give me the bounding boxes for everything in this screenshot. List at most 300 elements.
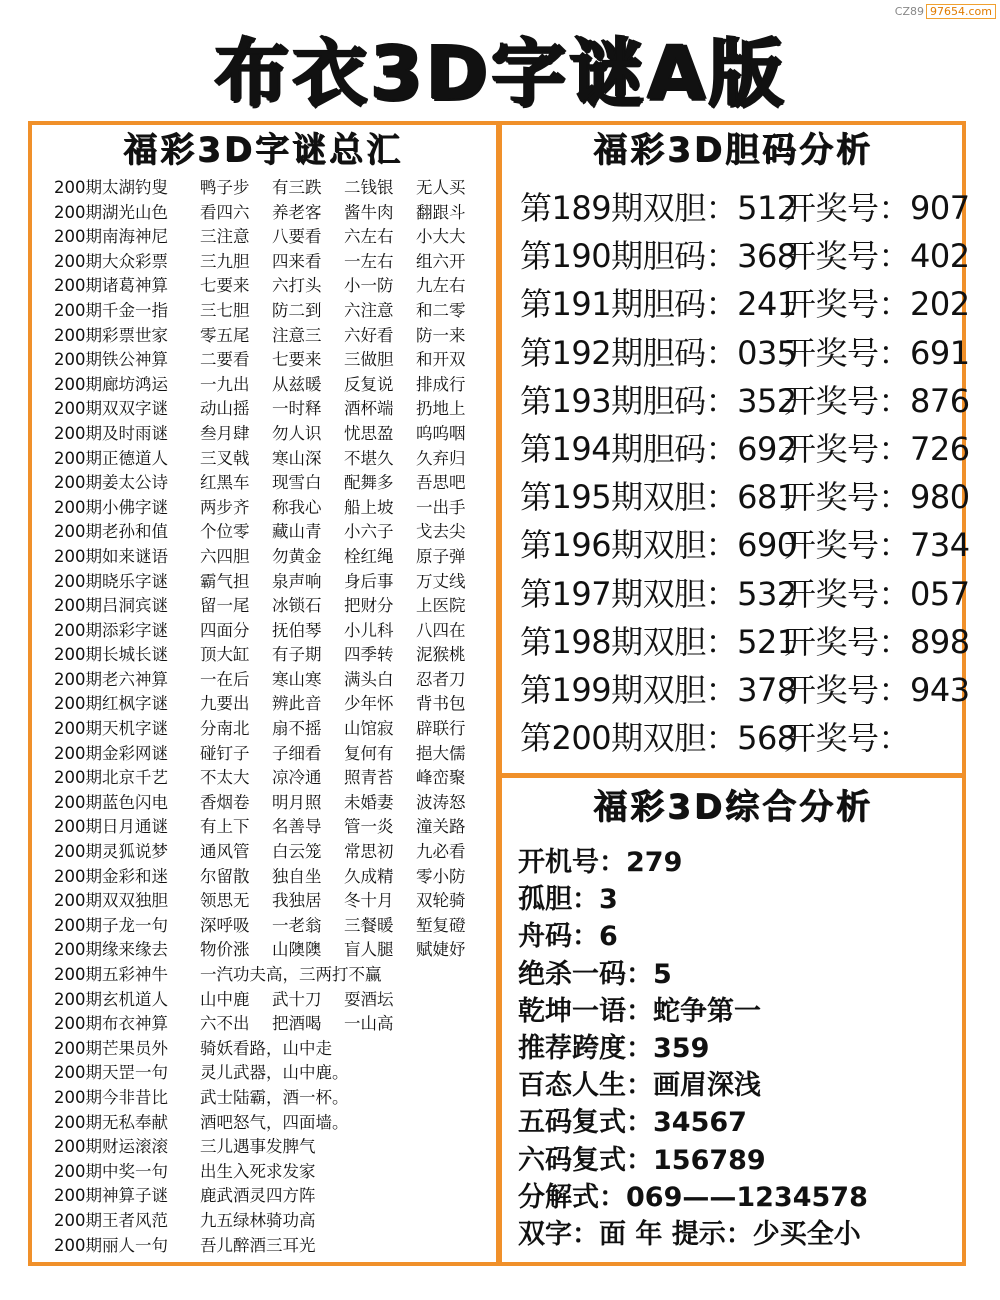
riddle-clue: 万丈线 xyxy=(416,571,466,591)
riddle-row xyxy=(54,176,490,201)
riddle-source: 200期及时雨谜 xyxy=(54,423,168,443)
analysis-row: 五码复式：34567 xyxy=(518,1107,747,1139)
draw-number: 943 xyxy=(910,670,970,709)
riddle-clue: 耍酒坛 xyxy=(344,989,394,1009)
analysis-title: 福彩3D综合分析 xyxy=(593,787,873,827)
riddle-clue: 久成精 xyxy=(344,866,394,886)
analysis-row: 开机号：279 xyxy=(518,847,683,878)
riddle-source: 200期双双字谜 xyxy=(54,399,168,419)
riddle-clue: 上医院 xyxy=(416,596,466,616)
draw-number: 691 xyxy=(910,333,970,372)
riddle-clue: 勿黄金 xyxy=(272,546,322,566)
dan-row xyxy=(520,570,970,618)
riddle-source: 200期小佛字谜 xyxy=(54,497,168,517)
riddle-row xyxy=(54,422,490,447)
riddle-clue: 留一尾 xyxy=(200,596,250,616)
riddle-source: 200期灵狐说梦 xyxy=(54,842,168,862)
dan-issue: 第193期胆码：352 xyxy=(520,381,797,420)
riddle-clue: 出生入死求发家 xyxy=(200,1161,316,1181)
riddle-clue: 冰锁石 xyxy=(272,596,322,616)
riddle-source: 200期天罡一句 xyxy=(54,1063,168,1083)
riddle-row xyxy=(54,1111,490,1136)
riddle-clue: 酒吧怒气，四面墙。 xyxy=(200,1112,349,1132)
riddle-clue: 赋婕妤 xyxy=(416,940,466,960)
riddle-clue: 照青苔 xyxy=(344,768,394,788)
riddle-clue: 一老翁 xyxy=(272,915,322,935)
draw-label: 开奖号： xyxy=(784,429,911,468)
riddle-source: 200期姜太公诗 xyxy=(54,473,168,493)
riddle-clue: 白云笼 xyxy=(272,842,322,862)
riddle-clue: 潼关路 xyxy=(416,817,466,837)
draw-number: 980 xyxy=(910,478,970,517)
dan-row xyxy=(520,232,970,280)
dan-row xyxy=(520,425,970,473)
riddle-source: 200期太湖钓叟 xyxy=(54,178,168,197)
analysis-row: 孤胆：3 xyxy=(518,884,618,916)
riddle-clue: 藏山青 xyxy=(272,522,322,542)
dan-row xyxy=(520,280,970,328)
riddle-clue: 有三跌 xyxy=(272,178,322,197)
riddle-clue: 六好看 xyxy=(344,325,394,345)
dan-row xyxy=(520,521,970,569)
riddle-clue: 个位零 xyxy=(200,522,250,542)
riddle-clue: 注意三 xyxy=(272,325,322,345)
riddle-row xyxy=(54,692,490,717)
riddle-row xyxy=(54,570,490,595)
riddle-clue: 三叉戟 xyxy=(200,448,250,468)
draw-number: 202 xyxy=(910,285,970,324)
riddle-clue: 一时释 xyxy=(272,399,322,419)
analysis-row: 百态人生：画眉深浅 xyxy=(518,1070,761,1102)
riddle-clue: 挹大儒 xyxy=(416,743,466,763)
riddle-clue: 酱牛肉 xyxy=(344,202,394,222)
riddle-clue: 栓红绳 xyxy=(344,546,394,566)
dan-issue: 第196期双胆：690 xyxy=(520,526,797,565)
riddle-row xyxy=(54,471,490,496)
riddle-row xyxy=(54,1061,490,1086)
riddle-clue: 寒山寒 xyxy=(272,669,322,689)
riddle-clue: 常思初 xyxy=(344,842,394,862)
riddle-clue: 久弃归 xyxy=(416,448,466,468)
riddle-clue: 把酒喝 xyxy=(272,1014,322,1034)
riddle-clue: 一汽功夫高，三两打不赢 xyxy=(200,965,382,984)
riddle-list xyxy=(54,176,490,1258)
analysis-row: 六码复式：156789 xyxy=(518,1144,766,1176)
draw-label: 开奖号： xyxy=(784,333,911,372)
riddle-clue: 九五绿林骑功高 xyxy=(200,1210,316,1230)
riddle-clue: 一在后 xyxy=(200,669,250,689)
riddle-clue: 四季转 xyxy=(344,645,394,665)
riddle-clue: 防一来 xyxy=(416,325,466,345)
riddle-clue: 霸气担 xyxy=(200,571,250,591)
riddle-clue: 无人买 xyxy=(416,178,466,197)
dan-row xyxy=(520,473,970,521)
riddle-clue: 子细看 xyxy=(272,743,322,763)
riddle-clue: 零五尾 xyxy=(200,325,250,345)
riddle-clue: 物价涨 xyxy=(200,940,250,960)
riddle-row xyxy=(54,1037,490,1062)
riddle-clue: 称我心 xyxy=(272,497,322,517)
riddle-clue: 山隩隩 xyxy=(272,940,322,960)
riddle-clue: 背书包 xyxy=(416,694,466,714)
riddle-clue: 三注意 xyxy=(200,227,250,247)
draw-number: 734 xyxy=(910,526,970,565)
riddle-clue: 泉声响 xyxy=(272,571,322,591)
riddle-clue: 叁月肆 xyxy=(200,423,250,443)
riddle-source: 200期无私奉献 xyxy=(54,1112,168,1132)
riddle-clue: 六注意 xyxy=(344,300,394,320)
riddle-clue: 二要看 xyxy=(200,350,250,370)
riddle-clue: 红黑车 xyxy=(200,473,250,493)
draw-number: 898 xyxy=(910,622,970,661)
draw-label: 开奖号： xyxy=(784,478,911,517)
riddle-clue: 六四胆 xyxy=(200,546,250,566)
riddle-source: 200期天机字谜 xyxy=(54,719,168,739)
riddle-row xyxy=(54,717,490,742)
riddle-source: 200期老孙和值 xyxy=(54,522,168,542)
draw-number: 876 xyxy=(910,381,970,420)
riddle-clue: 管一炎 xyxy=(344,817,394,837)
riddle-clue: 养老客 xyxy=(272,202,322,222)
draw-label: 开奖号： xyxy=(784,526,911,565)
riddle-clue: 一左右 xyxy=(344,251,394,271)
draw-label: 开奖号： xyxy=(784,670,911,709)
riddle-clue: 三九胆 xyxy=(200,251,250,271)
riddle-source: 200期彩票世家 xyxy=(54,325,168,345)
riddle-clue: 领思无 xyxy=(200,891,250,911)
riddle-source: 200期北京千艺 xyxy=(54,768,168,788)
riddle-row xyxy=(54,791,490,816)
riddle-row xyxy=(54,1012,490,1037)
draw-label: 开奖号： xyxy=(784,381,911,420)
riddle-row xyxy=(54,1209,490,1234)
riddle-clue: 身后事 xyxy=(344,571,394,591)
riddle-clue: 山馆寂 xyxy=(344,719,394,739)
riddle-clue: 戈去尖 xyxy=(416,522,466,542)
dan-row xyxy=(520,329,970,377)
riddle-row xyxy=(54,1184,490,1209)
dan-issue: 第191期胆码：241 xyxy=(520,285,797,324)
riddle-source: 200期玄机道人 xyxy=(54,989,168,1009)
dan-issue: 第197期双胆：532 xyxy=(520,574,797,613)
riddle-clue: 吾思吧 xyxy=(416,473,466,493)
draw-label: 开奖号： xyxy=(784,237,911,276)
draw-number: 057 xyxy=(910,574,970,613)
riddle-row xyxy=(54,914,490,939)
riddle-clue: 有子期 xyxy=(272,645,322,665)
analysis-row: 绝杀一码：5 xyxy=(518,958,672,990)
riddle-clue: 香烟卷 xyxy=(200,792,250,812)
riddle-clue: 抚伯琴 xyxy=(272,620,322,640)
riddle-row xyxy=(54,938,490,963)
riddle-source: 200期诸葛神算 xyxy=(54,276,168,296)
riddle-row xyxy=(54,1086,490,1111)
dan-row xyxy=(520,184,970,232)
riddle-clue: 四来看 xyxy=(272,251,322,271)
riddle-row xyxy=(54,274,490,299)
riddle-clue: 九必看 xyxy=(416,842,466,862)
riddle-clue: 不堪久 xyxy=(344,448,394,468)
section-divider xyxy=(498,773,966,778)
riddle-source: 200期五彩神牛 xyxy=(54,965,168,984)
riddle-clue: 通风管 xyxy=(200,842,250,862)
riddle-source: 200期老六神算 xyxy=(54,669,168,689)
riddle-row xyxy=(54,324,490,349)
riddle-row xyxy=(54,520,490,545)
riddle-clue: 扇不摇 xyxy=(272,719,322,739)
dan-analysis-list xyxy=(520,184,970,762)
riddle-row xyxy=(54,545,490,570)
riddle-clue: 三做胆 xyxy=(344,350,394,370)
riddle-row xyxy=(54,865,490,890)
draw-number: 907 xyxy=(910,189,970,227)
riddle-clue: 排成行 xyxy=(416,374,466,394)
riddle-clue: 碰钉子 xyxy=(200,743,250,763)
riddle-source: 200期晓乐字谜 xyxy=(54,571,168,591)
riddle-clue: 原子弹 xyxy=(416,546,466,566)
dan-issue: 第192期胆码：035 xyxy=(520,333,797,372)
riddle-row xyxy=(54,250,490,275)
draw-label: 开奖号： xyxy=(784,189,911,227)
draw-number: 726 xyxy=(910,429,970,468)
riddle-row xyxy=(54,988,490,1013)
riddle-clue: 分南北 xyxy=(200,719,250,739)
riddle-clue: 复何有 xyxy=(344,743,394,763)
riddle-source: 200期千金一指 xyxy=(54,300,168,320)
riddle-clue: 鹿武酒灵四方阵 xyxy=(200,1186,316,1206)
riddle-source: 200期金彩和迷 xyxy=(54,866,168,886)
riddle-source: 200期双双独胆 xyxy=(54,891,168,911)
riddle-clue: 堑复磴 xyxy=(416,915,466,935)
riddle-clue: 船上坡 xyxy=(344,497,394,517)
dan-analysis-title: 福彩3D胆码分析 xyxy=(593,130,873,170)
riddle-row xyxy=(54,1234,490,1259)
riddle-clue: 小一防 xyxy=(344,276,394,296)
riddle-clue: 三七胆 xyxy=(200,300,250,320)
dan-issue: 第189期双胆：512 xyxy=(520,189,797,227)
riddle-row xyxy=(54,766,490,791)
riddle-source: 200期大众彩票 xyxy=(54,251,168,271)
riddle-clue: 和开双 xyxy=(416,350,466,370)
riddle-clue: 我独居 xyxy=(272,891,322,911)
dan-issue: 第194期胆码：692 xyxy=(520,429,797,468)
riddle-clue: 六左右 xyxy=(344,227,394,247)
riddle-source: 200期缘来缘去 xyxy=(54,940,168,960)
riddle-clue: 灵儿武器，山中鹿。 xyxy=(200,1063,349,1083)
riddle-source: 200期中奖一句 xyxy=(54,1161,168,1181)
riddle-row xyxy=(54,643,490,668)
riddle-clue: 忧思盈 xyxy=(344,423,394,443)
riddle-source: 200期长城长谜 xyxy=(54,645,168,665)
riddle-clue: 深呼吸 xyxy=(200,915,250,935)
riddle-source: 200期财运滚滚 xyxy=(54,1137,168,1157)
dan-row xyxy=(520,714,964,762)
riddle-clue: 鸭子步 xyxy=(200,178,250,197)
riddle-clue: 吾儿醉酒三耳光 xyxy=(200,1235,316,1255)
riddle-clue: 双轮骑 xyxy=(416,891,466,911)
riddle-clue: 武士陆霸，酒一杯。 xyxy=(200,1087,349,1107)
riddle-row xyxy=(54,668,490,693)
riddle-clue: 七要来 xyxy=(200,276,250,296)
analysis-list xyxy=(518,844,964,1253)
riddle-clue: 骑妖看路，山中走 xyxy=(200,1038,332,1058)
riddle-source: 200期金彩网谜 xyxy=(54,743,168,763)
riddle-clue: 少年怀 xyxy=(344,694,394,714)
riddle-clue: 忍者刀 xyxy=(416,669,466,689)
riddle-clue: 山中鹿 xyxy=(200,989,250,1009)
riddle-row xyxy=(54,1135,490,1160)
riddle-clue: 动山摇 xyxy=(200,399,250,419)
riddle-source: 200期添彩字谜 xyxy=(54,620,168,640)
riddle-row xyxy=(54,742,490,767)
riddle-clue: 零小防 xyxy=(416,866,466,886)
riddle-source: 200期布衣神算 xyxy=(54,1014,168,1034)
riddle-clue: 小儿科 xyxy=(344,620,394,640)
riddle-clue: 一出手 xyxy=(416,497,466,517)
riddle-clue: 辟联行 xyxy=(416,719,466,739)
riddle-row xyxy=(54,889,490,914)
riddle-clue: 小大大 xyxy=(416,227,466,247)
riddle-clue: 从兹暖 xyxy=(272,374,322,394)
riddle-clue: 防二到 xyxy=(272,300,322,320)
riddle-clue: 顶大缸 xyxy=(200,645,250,665)
riddle-clue: 小六子 xyxy=(344,522,394,542)
riddle-source: 200期神算子谜 xyxy=(54,1186,168,1206)
analysis-row: 分解式：069——1234578 xyxy=(518,1181,868,1213)
riddle-clue: 三餐暖 xyxy=(344,915,394,935)
riddle-source: 200期今非昔比 xyxy=(54,1087,168,1107)
riddle-source: 200期如来谜语 xyxy=(54,546,168,566)
riddle-clue: 名善导 xyxy=(272,817,322,837)
riddle-row xyxy=(54,594,490,619)
column-divider xyxy=(496,121,502,1266)
riddle-clue: 七要来 xyxy=(272,350,322,370)
dan-issue: 第190期胆码：368 xyxy=(520,237,797,276)
riddle-clue: 勿人识 xyxy=(272,423,322,443)
riddle-clue: 两步齐 xyxy=(200,497,250,517)
dan-issue: 第200期双胆：568 xyxy=(520,719,797,758)
analysis-row: 舟码：6 xyxy=(518,921,618,953)
riddle-source: 200期廊坊鸿运 xyxy=(54,374,168,394)
riddle-clue: 酒杯端 xyxy=(344,399,394,419)
riddle-source: 200期丽人一句 xyxy=(54,1235,168,1255)
riddle-row xyxy=(54,299,490,324)
riddle-source: 200期吕洞宾谜 xyxy=(54,596,168,616)
draw-label: 开奖号： xyxy=(784,622,911,661)
dan-row xyxy=(520,377,970,425)
riddle-clue: 扔地上 xyxy=(416,399,466,419)
riddle-clue: 峰峦聚 xyxy=(416,768,466,788)
watermark-prefix: CZ89 xyxy=(894,4,925,18)
riddle-source: 200期蓝色闪电 xyxy=(54,792,168,812)
riddle-clue: 有上下 xyxy=(200,817,250,837)
riddle-row xyxy=(54,619,490,644)
analysis-row: 推荐跨度：359 xyxy=(518,1032,710,1064)
riddle-clue: 呜呜咽 xyxy=(416,423,466,443)
riddle-source: 200期正德道人 xyxy=(54,448,168,468)
riddle-clue: 和二零 xyxy=(416,300,466,320)
riddle-clue: 看四六 xyxy=(200,202,250,222)
riddle-row xyxy=(54,1160,490,1185)
riddle-clue: 辨此音 xyxy=(272,694,322,714)
riddle-clue: 配舞多 xyxy=(344,473,394,493)
analysis-row: 乾坤一语：蛇争第一 xyxy=(518,995,761,1027)
riddle-source: 200期南海神尼 xyxy=(54,227,168,247)
riddle-row xyxy=(54,373,490,398)
riddle-row xyxy=(54,447,490,472)
riddle-row xyxy=(54,225,490,250)
riddle-clue: 凉冷通 xyxy=(272,768,322,788)
draw-number: 402 xyxy=(910,237,970,276)
riddle-source: 200期日月通谜 xyxy=(54,817,168,837)
riddle-clue: 反复说 xyxy=(344,374,394,394)
riddle-clue: 八四在 xyxy=(416,620,466,640)
riddle-clue: 把财分 xyxy=(344,596,394,616)
dan-issue: 第199期双胆：378 xyxy=(520,670,797,709)
riddle-clue: 三儿遇事发脾气 xyxy=(200,1137,316,1157)
watermark-site: 97654.com xyxy=(926,4,996,19)
riddle-clue: 翻跟斗 xyxy=(416,202,466,222)
riddle-clue: 武十刀 xyxy=(272,989,322,1009)
riddle-clue: 四面分 xyxy=(200,620,250,640)
page-title: 布衣3D字谜A版 xyxy=(213,31,787,117)
riddle-clue: 尔留散 xyxy=(200,866,250,886)
riddle-clue: 独自坐 xyxy=(272,866,322,886)
riddle-clue: 不太大 xyxy=(200,768,250,788)
riddle-row xyxy=(54,201,490,226)
riddle-clue: 六打头 xyxy=(272,276,322,296)
riddle-source: 200期子龙一句 xyxy=(54,915,168,935)
riddle-row xyxy=(54,397,490,422)
riddle-clue: 泥猴桃 xyxy=(416,645,466,665)
riddle-clue: 九左右 xyxy=(416,276,466,296)
dan-issue: 第198期双胆：521 xyxy=(520,622,797,661)
riddle-clue: 六不出 xyxy=(200,1014,250,1034)
riddle-clue: 未婚妻 xyxy=(344,792,394,812)
dan-issue: 第195期双胆：681 xyxy=(520,478,797,517)
draw-label: 开奖号： xyxy=(784,285,911,324)
riddle-clue: 一山高 xyxy=(344,1014,394,1034)
riddle-clue: 冬十月 xyxy=(344,891,394,911)
riddle-row xyxy=(54,348,490,373)
riddles-title: 福彩3D字谜总汇 xyxy=(123,130,403,170)
riddle-source: 200期红枫字谜 xyxy=(54,694,168,714)
riddle-clue: 八要看 xyxy=(272,227,322,247)
riddle-clue: 一九出 xyxy=(200,374,250,394)
analysis-row: 双字：面 年 提示：少买全小 xyxy=(518,1218,861,1250)
riddle-clue: 波涛怒 xyxy=(416,792,466,812)
riddle-clue: 组六开 xyxy=(416,251,466,271)
dan-row xyxy=(520,618,970,666)
riddle-clue: 九要出 xyxy=(200,694,250,714)
riddle-clue: 盲人腿 xyxy=(344,940,394,960)
riddle-clue: 寒山深 xyxy=(272,448,322,468)
riddle-clue: 明月照 xyxy=(272,792,322,812)
draw-label: 开奖号： xyxy=(784,719,911,758)
riddle-row xyxy=(54,840,490,865)
riddle-clue: 二钱银 xyxy=(344,178,394,197)
riddle-row xyxy=(54,496,490,521)
riddle-source: 200期湖光山色 xyxy=(54,202,168,222)
riddle-source: 200期铁公神算 xyxy=(54,350,168,370)
riddle-clue: 满头白 xyxy=(344,669,394,689)
dan-row xyxy=(520,666,970,714)
riddle-source: 200期芒果员外 xyxy=(54,1038,168,1058)
riddle-row xyxy=(54,815,490,840)
riddle-row xyxy=(54,963,490,988)
riddle-clue: 现雪白 xyxy=(272,473,322,493)
riddle-source: 200期王者风范 xyxy=(54,1210,168,1230)
